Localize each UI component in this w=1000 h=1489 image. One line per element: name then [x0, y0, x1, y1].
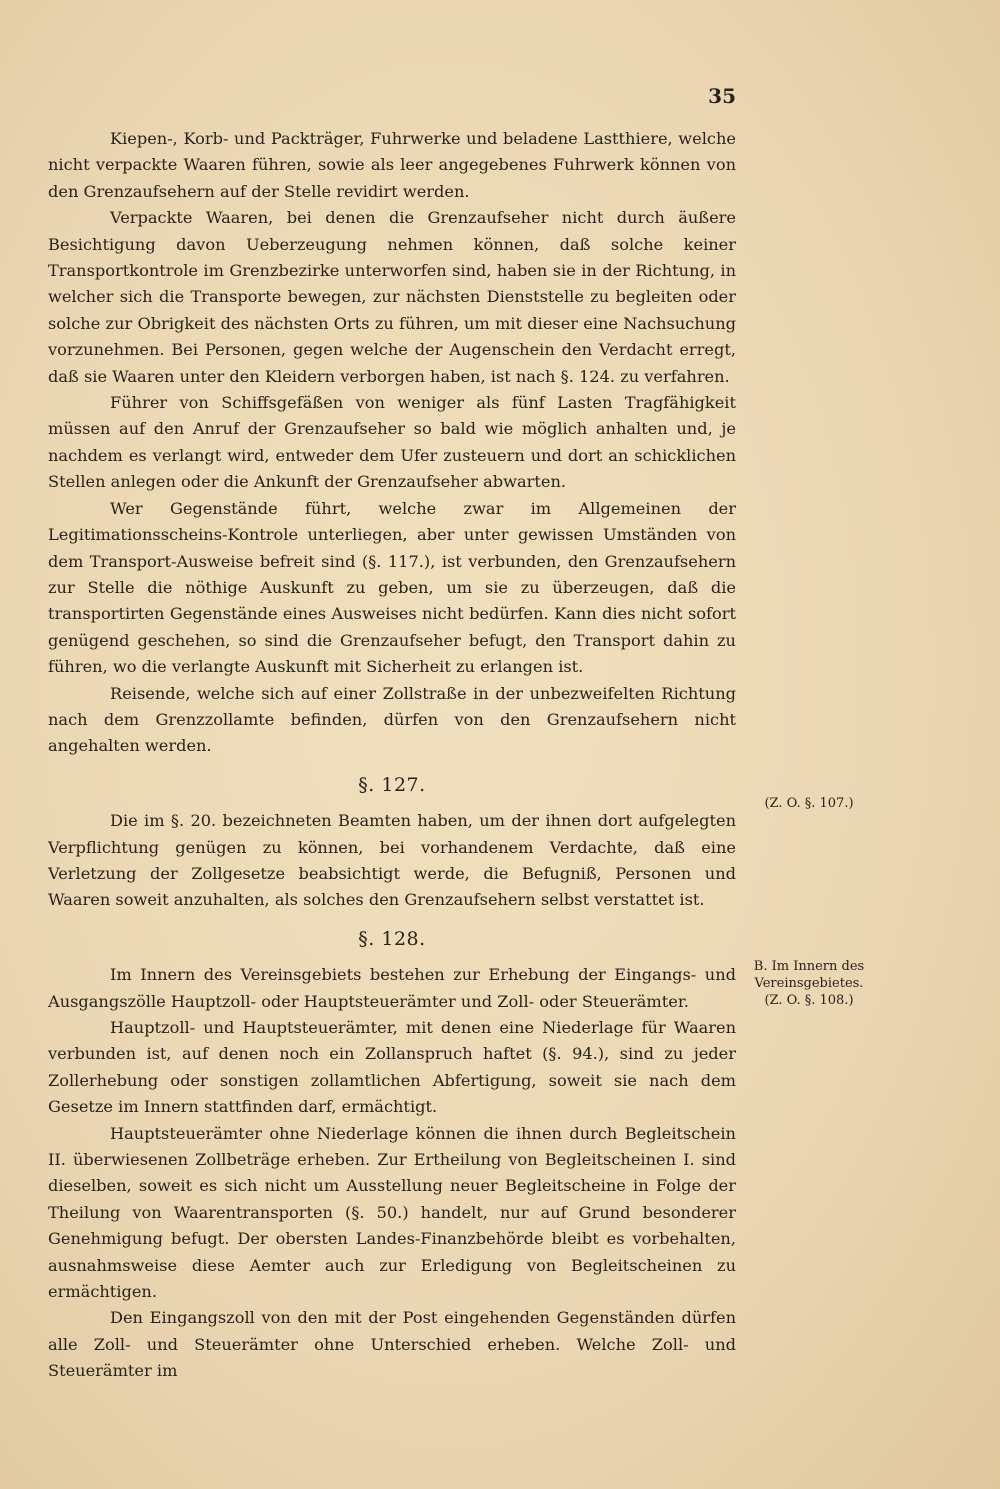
paragraph: Hauptsteuerämter ohne Niederlage können die ihnen durch Begleitschein II. überwiesenen Zollbeträge erheben. Zur Ertheilung von Begleitscheinen I. sind dieselben, soweit es sich nicht um Ausstellung neuer Begleitscheine in Folge der Theilung von Waarentransporten (§. 50.) handelt, nur auf Grund besonderer Genehmigung befugt. Der obersten Landes-Finanzbehörde bleibt es vorbehalten, ausnahmsweise diese Aemter auch zur Erledigung von Begleitscheinen zu ermächtigen.: [48, 1123, 736, 1302]
paragraph: Reisende, welche sich auf einer Zollstraße in der unbezweifelten Richtung nach dem Grenzzollamte befinden, dürfen von den Grenzaufsehern nicht angehalten werden.: [48, 683, 736, 756]
section-heading-128: §. 128.: [358, 927, 426, 950]
paragraph: Hauptzoll- und Hauptsteuerämter, mit denen eine Niederlage für Waaren verbunden ist, auf denen noch ein Zollanspruch haftet (§. 94.), sind zu jeder Zollerhebung oder sonstigen zollamtlichen Abfertigung, soweit sie nach dem Gesetze im Innern stattfinden darf, ermächtigt.: [48, 1018, 736, 1117]
margin-note-108: [744, 958, 874, 1009]
main-text: [48, 126, 736, 1385]
margin-note-text: (Z. O. §. 107.): [764, 796, 854, 811]
paragraph: Wer Gegenstände führt, welche zwar im Allgemeinen der Legitimationsscheins-Kontrole unterliegen, aber unter gewissen Umständen von dem Transport-Ausweise befreit sind (§. 117.), ist verbunden, den Grenzaufsehern zur Stelle die nöthige Auskunft zu geben, um sie zu überzeugen, daß die transportirten Gegenstände eines Ausweises nicht bedürfen. Kann dies nicht sofort genügend geschehen, so sind die Grenzaufseher befugt, den Transport dahin zu führen, wo die verlangte Auskunft mit Sicherheit zu erlangen ist.: [48, 498, 736, 677]
page-number: 35: [708, 84, 736, 108]
margin-note-107: [744, 795, 874, 812]
margin-note-text: B. Im Innern des: [753, 959, 865, 974]
paragraph: Im Innern des Vereinsgebiets bestehen zur Erhebung der Eingangs- und Ausgangszölle Hauptzoll- oder Hauptsteuerämter und Zoll- oder Steuerämter.: [48, 965, 736, 1011]
paragraph: Den Eingangszoll von den mit der Post eingehenden Gegenständen dürfen alle Zoll- und Steuerämter ohne Unterschied erheben. Welche Zoll- und Steuerämter im: [48, 1308, 736, 1381]
margin-note-text: (Z. O. §. 108.): [764, 993, 854, 1008]
paragraph: Verpackte Waaren, bei denen die Grenzaufseher nicht durch äußere Besichtigung davon Ueberzeugung nehmen können, daß solche keiner Transportkontrole im Grenzbezirke unterworfen sind, haben sie in der Richtung, in welcher sich die Transporte bewegen, zur nächsten Dienststelle zu begleiten oder solche zur Obrigkeit des nächsten Orts zu führen, um mit dieser eine Nachsuchung vorzunehmen. Bei Personen, gegen welche der Augenschein den Verdacht erregt, daß sie Waaren unter den Kleidern verborgen haben, ist nach §. 124. zu verfahren.: [48, 208, 736, 386]
section-heading-127: §. 127.: [358, 773, 426, 796]
paragraph: Die im §. 20. bezeichneten Beamten haben, um der ihnen dort aufgelegten Verpflichtung genügen zu können, bei vorhandenem Verdachte, daß eine Verletzung der Zollgesetze beabsichtigt werde, die Befugniß, Personen und Waaren soweit anzuhalten, als solches den Grenzaufsehern selbst verstattet ist.: [48, 811, 736, 910]
paragraph: Führer von Schiffsgefäßen von weniger als fünf Lasten Tragfähigkeit müssen auf den Anruf der Grenzaufseher so bald wie möglich anhalten und, je nachdem es verlangt wird, entweder dem Ufer zusteuern und dort an schicklichen Stellen anlegen oder die Ankunft der Grenzaufseher abwarten.: [48, 393, 736, 492]
margin-note-text: Vereinsgebietes.: [754, 976, 864, 991]
paragraph: Kiepen-, Korb- und Packträger, Fuhrwerke und beladene Lastthiere, welche nicht verpackte Waaren führen, sowie als leer angegebenes Fuhrwerk können von den Grenzaufsehern auf der Stelle revidirt werden.: [48, 129, 736, 201]
